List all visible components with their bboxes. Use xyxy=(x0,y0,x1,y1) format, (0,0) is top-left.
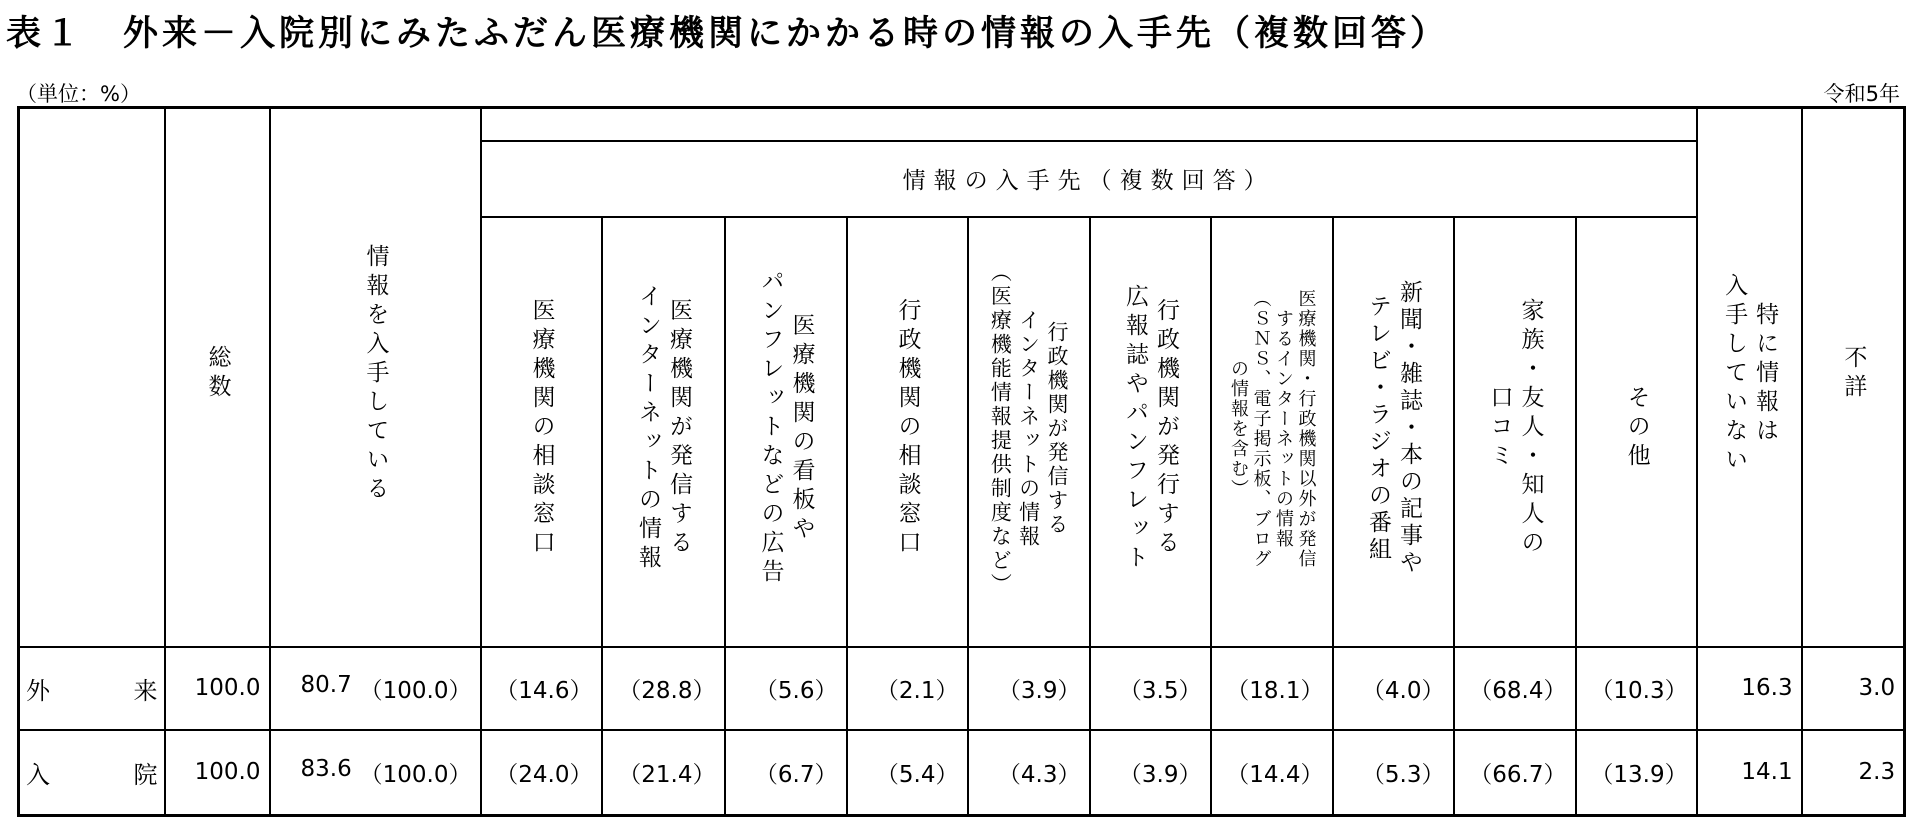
cell-source: （3.9） xyxy=(1090,730,1211,816)
cell-source: （4.0） xyxy=(1333,647,1454,730)
unit-label: （単位：%） xyxy=(16,82,141,106)
cell-source: （21.4） xyxy=(602,730,725,816)
header-source: 家族・友人・知人の 口コミ xyxy=(1454,217,1576,647)
table-row xyxy=(19,730,1905,816)
table-row xyxy=(19,647,1905,730)
cell-not-obtained: 16.3 xyxy=(1697,647,1802,730)
row-label: 外 来 xyxy=(19,647,165,730)
cell-source: （14.4） xyxy=(1211,730,1333,816)
cell-source: （4.3） xyxy=(968,730,1090,816)
header-source: 医療機関の相談窓口 xyxy=(481,217,602,647)
cell-source: （14.6） xyxy=(481,647,602,730)
header-source: 行政機関が発行する 広報誌やパンフレット xyxy=(1090,217,1211,647)
header-not-obtained: 特に情報は 入手していない xyxy=(1697,108,1802,647)
cell-total: 100.0 xyxy=(165,730,270,816)
header-source: その他 xyxy=(1576,217,1697,647)
cell-source: （68.4） xyxy=(1454,647,1576,730)
header-source: 新聞・雑誌・本の記事や テレビ・ラジオの番組 xyxy=(1333,217,1454,647)
cell-obtained: 83.6 （100.0） xyxy=(270,730,481,816)
cell-total: 100.0 xyxy=(165,647,270,730)
cell-source: （5.4） xyxy=(847,730,968,816)
cell-source: （66.7） xyxy=(1454,730,1576,816)
cell-source: （6.7） xyxy=(725,730,847,816)
header-unknown: 不詳 xyxy=(1802,108,1905,647)
cell-source: （10.3） xyxy=(1576,647,1697,730)
cell-source: （5.6） xyxy=(725,647,847,730)
header-sources-group: 情報の入手先（複数回答） xyxy=(481,141,1697,217)
cell-not-obtained: 14.1 xyxy=(1697,730,1802,816)
cell-source: （18.1） xyxy=(1211,647,1333,730)
cell-source: （3.9） xyxy=(968,647,1090,730)
header-source: 医療機関が発信する インターネットの情報 xyxy=(602,217,725,647)
cell-obtained: 80.7 （100.0） xyxy=(270,647,481,730)
header-obtained: 情報を入手している xyxy=(270,108,481,647)
cell-source: （5.3） xyxy=(1333,730,1454,816)
cell-unknown: 2.3 xyxy=(1802,730,1905,816)
table-title: 表１ 外来－入院別にみたふだん医療機関にかかる時の情報の入手先（複数回答） xyxy=(6,14,1450,54)
cell-source: （2.1） xyxy=(847,647,968,730)
header-source: 医療機関・行政機関以外が発信 するインターネットの情報 （ＳＮＳ、電子掲示板、ブログ の情報を含む） xyxy=(1211,217,1333,647)
row-label: 入 院 xyxy=(19,730,165,816)
data-table xyxy=(17,106,1906,817)
cell-source: （13.9） xyxy=(1576,730,1697,816)
header-source: 行政機関の相談窓口 xyxy=(847,217,968,647)
cell-source: （28.8） xyxy=(602,647,725,730)
cell-source: （3.5） xyxy=(1090,647,1211,730)
header-source: 行政機関が発信する インターネットの情報 （医療機能情報提供制度など） xyxy=(968,217,1090,647)
header-total: 総数 xyxy=(165,108,270,647)
header-source: 医療機関の看板や パンフレットなどの広告 xyxy=(725,217,847,647)
cell-unknown: 3.0 xyxy=(1802,647,1905,730)
year-label: 令和5年 xyxy=(1823,82,1900,106)
header-spacer xyxy=(481,108,1697,141)
corner-cell xyxy=(19,108,165,647)
cell-source: （24.0） xyxy=(481,730,602,816)
